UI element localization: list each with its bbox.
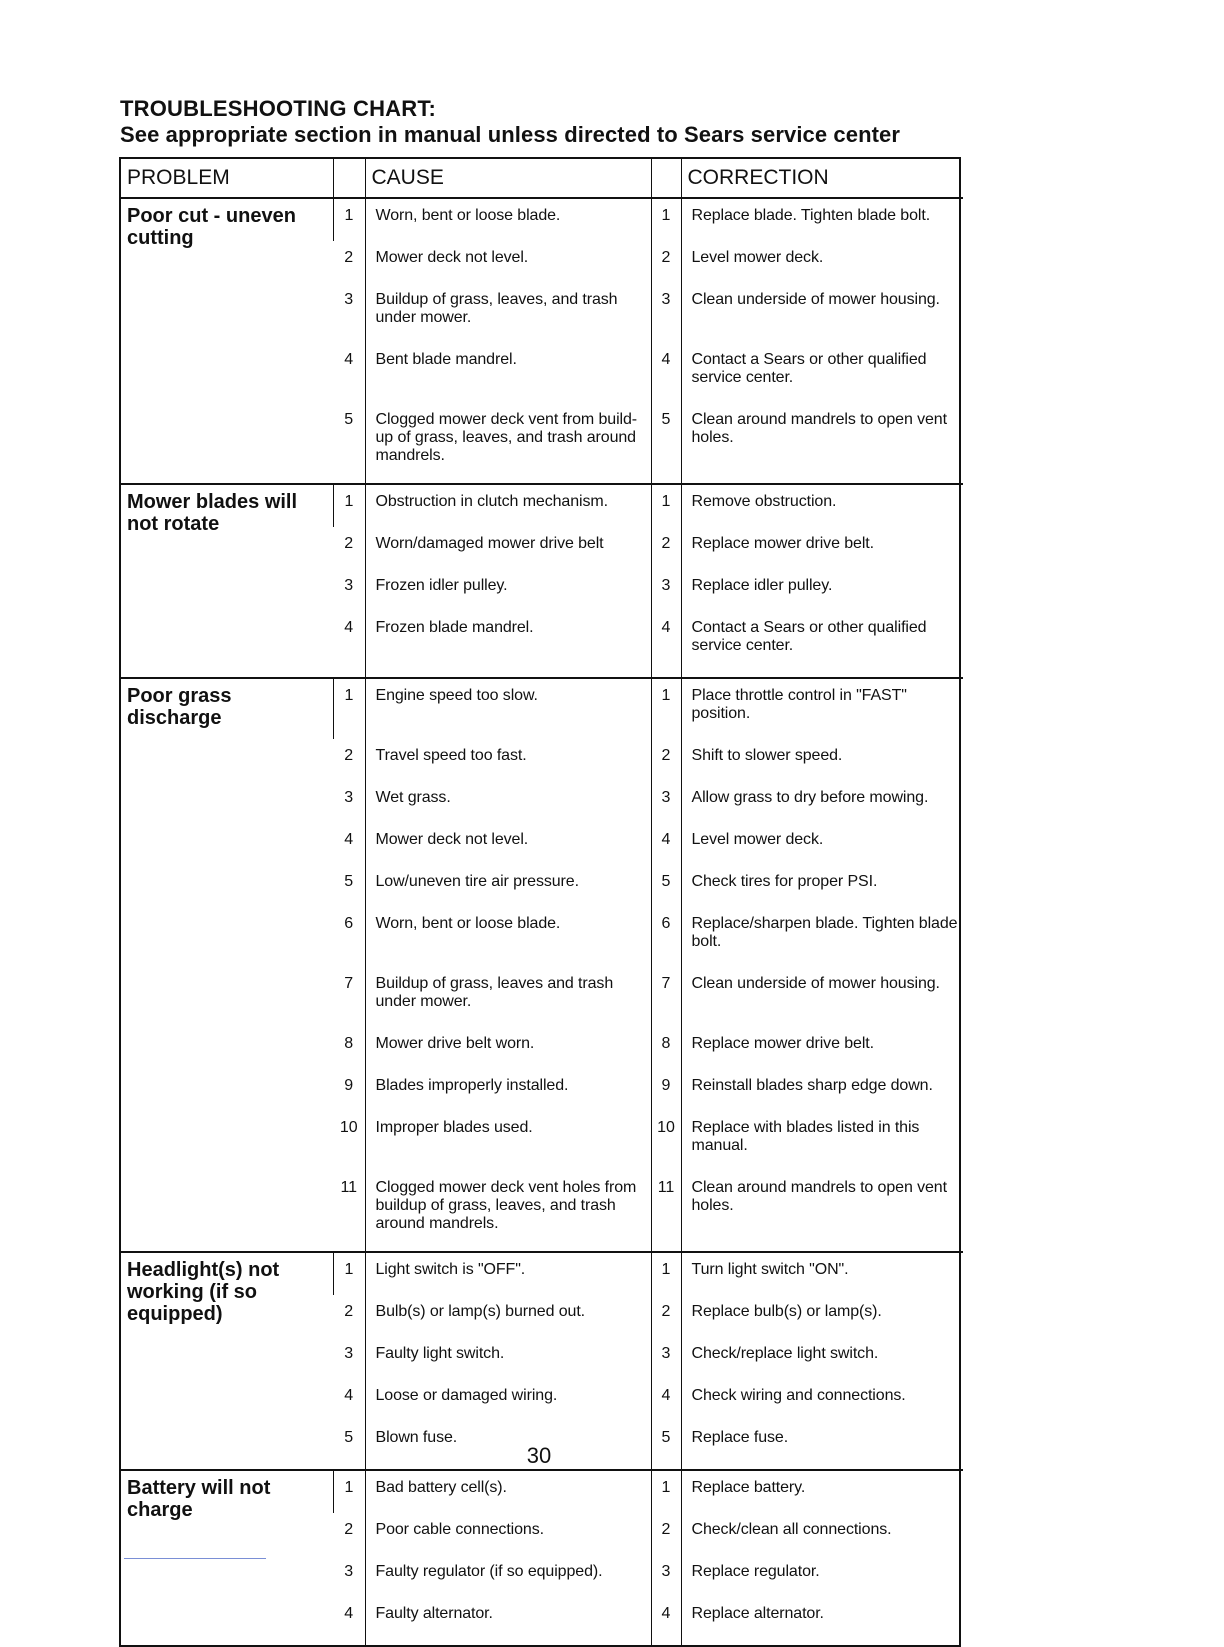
correction-text: Replace alternator.	[681, 1597, 963, 1645]
table-row	[121, 484, 963, 527]
correction-text: Replace with blades listed in this manual.	[681, 1111, 963, 1171]
cause-number: 5	[344, 411, 354, 428]
cause-text: Obstruction in clutch mechanism.	[365, 484, 651, 527]
correction-text: Replace regulator.	[681, 1555, 963, 1597]
correction-number: 4	[651, 343, 681, 403]
cause-number: 3	[344, 1563, 354, 1580]
header-problem: PROBLEM	[121, 159, 333, 198]
cause-text: Mower deck not level.	[365, 823, 651, 865]
correction-number: 11	[651, 1171, 681, 1252]
correction-number: 3	[651, 1555, 681, 1597]
problem-section	[121, 198, 963, 484]
cause-number: 6	[344, 915, 354, 932]
correction-text: Replace blade. Tighten blade bolt.	[681, 198, 963, 241]
correction-number: 8	[651, 1027, 681, 1069]
cause-number: 3	[344, 789, 354, 806]
correction-text: Level mower deck.	[681, 241, 963, 283]
cause-number: 2	[344, 1521, 354, 1538]
header-cause-number	[333, 159, 365, 198]
correction-number: 3	[651, 283, 681, 343]
footer-rule	[124, 1558, 266, 1559]
cause-text: Loose or damaged wiring.	[365, 1379, 651, 1421]
correction-text: Replace idler pulley.	[681, 569, 963, 611]
correction-number: 1	[651, 678, 681, 739]
correction-text: Check/replace light switch.	[681, 1337, 963, 1379]
correction-text: Level mower deck.	[681, 823, 963, 865]
correction-text: Replace battery.	[681, 1470, 963, 1513]
correction-number: 1	[651, 484, 681, 527]
page-number: 30	[526, 1443, 552, 1468]
correction-number: 2	[651, 739, 681, 781]
cause-number: 2	[344, 535, 354, 552]
table-row	[121, 1470, 963, 1513]
cause-text: Blown fuse.	[365, 1421, 651, 1470]
cause-number: 4	[344, 351, 354, 368]
page-subtitle: See appropriate section in manual unless directed to Sears service center	[120, 122, 901, 147]
cause-number: 4	[344, 1605, 354, 1622]
correction-number: 4	[651, 611, 681, 678]
correction-text: Replace mower drive belt.	[681, 1027, 963, 1069]
cause-number: 2	[344, 1303, 354, 1320]
cause-text: Worn, bent or loose blade.	[365, 198, 651, 241]
cause-number: 1	[333, 198, 365, 241]
correction-text: Replace fuse.	[681, 1421, 963, 1470]
cause-text: Faulty light switch.	[365, 1337, 651, 1379]
cause-number: 2	[344, 747, 354, 764]
correction-text: Remove obstruction.	[681, 484, 963, 527]
correction-text: Replace bulb(s) or lamp(s).	[681, 1295, 963, 1337]
header-correction-number	[651, 159, 681, 198]
correction-number: 5	[651, 403, 681, 484]
correction-text: Replace mower drive belt.	[681, 527, 963, 569]
cause-text: Mower deck not level.	[365, 241, 651, 283]
cause-number: 1	[333, 1252, 365, 1295]
cause-number: 10	[339, 1119, 358, 1136]
problem-label: Headlight(s) not working (if so equipped)	[127, 1259, 280, 1325]
cause-text: Travel speed too fast.	[365, 739, 651, 781]
correction-text: Shift to slower speed.	[681, 739, 963, 781]
correction-text: Clean around mandrels to open vent holes.	[681, 1171, 963, 1252]
cause-text: Faulty alternator.	[365, 1597, 651, 1645]
correction-number: 5	[651, 865, 681, 907]
cause-number: 1	[333, 678, 365, 739]
correction-number: 2	[651, 527, 681, 569]
cause-text: Faulty regulator (if so equipped).	[365, 1555, 651, 1597]
header-cause: CAUSE	[365, 159, 651, 198]
cause-number: 11	[340, 1179, 358, 1196]
correction-number: 7	[651, 967, 681, 1027]
correction-number: 3	[651, 781, 681, 823]
correction-text: Contact a Sears or other qualified service center.	[681, 343, 963, 403]
cause-text: Bulb(s) or lamp(s) burned out.	[365, 1295, 651, 1337]
problem-label: Mower blades will not rotate	[127, 491, 298, 535]
correction-number: 4	[651, 823, 681, 865]
correction-number: 6	[651, 907, 681, 967]
correction-text: Allow grass to dry before mowing.	[681, 781, 963, 823]
cause-text: Poor cable connections.	[365, 1513, 651, 1555]
correction-text: Replace/sharpen blade. Tighten blade bolt.	[681, 907, 963, 967]
cause-number: 3	[344, 577, 354, 594]
correction-text: Check wiring and connections.	[681, 1379, 963, 1421]
table-row	[121, 198, 963, 241]
cause-number: 3	[344, 1345, 354, 1362]
correction-number: 2	[651, 1295, 681, 1337]
correction-text: Check tires for proper PSI.	[681, 865, 963, 907]
correction-number: 5	[651, 1421, 681, 1470]
correction-number: 10	[651, 1111, 681, 1171]
cause-text: Light switch is "OFF".	[365, 1252, 651, 1295]
correction-number: 4	[651, 1379, 681, 1421]
correction-number: 1	[651, 1252, 681, 1295]
cause-number: 8	[344, 1035, 354, 1052]
cause-number: 4	[344, 619, 354, 636]
cause-number: 3	[344, 291, 354, 308]
cause-number: 5	[344, 873, 354, 890]
cause-number: 4	[344, 1387, 354, 1404]
correction-number: 9	[651, 1069, 681, 1111]
correction-text: Clean underside of mower housing.	[681, 283, 963, 343]
table-header-row	[121, 159, 963, 198]
correction-text: Place throttle control in "FAST" position.	[681, 678, 963, 739]
problem-label: Poor cut - uneven cutting	[127, 205, 296, 249]
problem-section	[121, 1252, 963, 1470]
cause-text: Frozen blade mandrel.	[365, 611, 651, 678]
correction-number: 2	[651, 1513, 681, 1555]
page-title: TROUBLESHOOTING CHART:	[120, 96, 437, 121]
cause-text: Buildup of grass, leaves and trash under mower.	[365, 967, 651, 1027]
cause-text: Worn, bent or loose blade.	[365, 907, 651, 967]
correction-text: Contact a Sears or other qualified service center.	[681, 611, 963, 678]
correction-text: Clean around mandrels to open vent holes.	[681, 403, 963, 484]
correction-text: Check/clean all connections.	[681, 1513, 963, 1555]
cause-text: Clogged mower deck vent from build-up of grass, leaves, and trash around mandrels.	[365, 403, 651, 484]
problem-label: Poor grass discharge	[127, 685, 232, 729]
cause-text: Bad battery cell(s).	[365, 1470, 651, 1513]
problem-section	[121, 678, 963, 1252]
correction-number: 3	[651, 1337, 681, 1379]
cause-text: Blades improperly installed.	[365, 1069, 651, 1111]
cause-text: Frozen idler pulley.	[365, 569, 651, 611]
correction-text: Clean underside of mower housing.	[681, 967, 963, 1027]
cause-text: Wet grass.	[365, 781, 651, 823]
cause-text: Improper blades used.	[365, 1111, 651, 1171]
correction-number: 3	[651, 569, 681, 611]
table-row	[121, 1252, 963, 1295]
cause-number: 2	[344, 249, 354, 266]
cause-text: Mower drive belt worn.	[365, 1027, 651, 1069]
correction-text: Turn light switch "ON".	[681, 1252, 963, 1295]
troubleshooting-table	[119, 157, 961, 1647]
correction-number: 1	[651, 198, 681, 241]
cause-number: 4	[344, 831, 354, 848]
cause-text: Buildup of grass, leaves, and trash under mower.	[365, 283, 651, 343]
problem-section	[121, 484, 963, 678]
cause-number: 7	[344, 975, 354, 992]
chart-heading	[120, 96, 980, 148]
cause-number: 1	[333, 1470, 365, 1513]
cause-number: 9	[344, 1077, 354, 1094]
correction-number: 1	[651, 1470, 681, 1513]
problem-label: Battery will not charge	[127, 1477, 271, 1521]
cause-text: Clogged mower deck vent holes from buildup of grass, leaves, and trash around mandrels.	[365, 1171, 651, 1252]
table-row	[121, 678, 963, 739]
header-correction: CORRECTION	[681, 159, 963, 198]
correction-text: Reinstall blades sharp edge down.	[681, 1069, 963, 1111]
cause-text: Bent blade mandrel.	[365, 343, 651, 403]
correction-number: 2	[651, 241, 681, 283]
cause-number: 1	[333, 484, 365, 527]
cause-text: Low/uneven tire air pressure.	[365, 865, 651, 907]
cause-text: Engine speed too slow.	[365, 678, 651, 739]
correction-number: 4	[651, 1597, 681, 1645]
cause-text: Worn/damaged mower drive belt	[365, 527, 651, 569]
cause-number: 5	[344, 1429, 354, 1446]
